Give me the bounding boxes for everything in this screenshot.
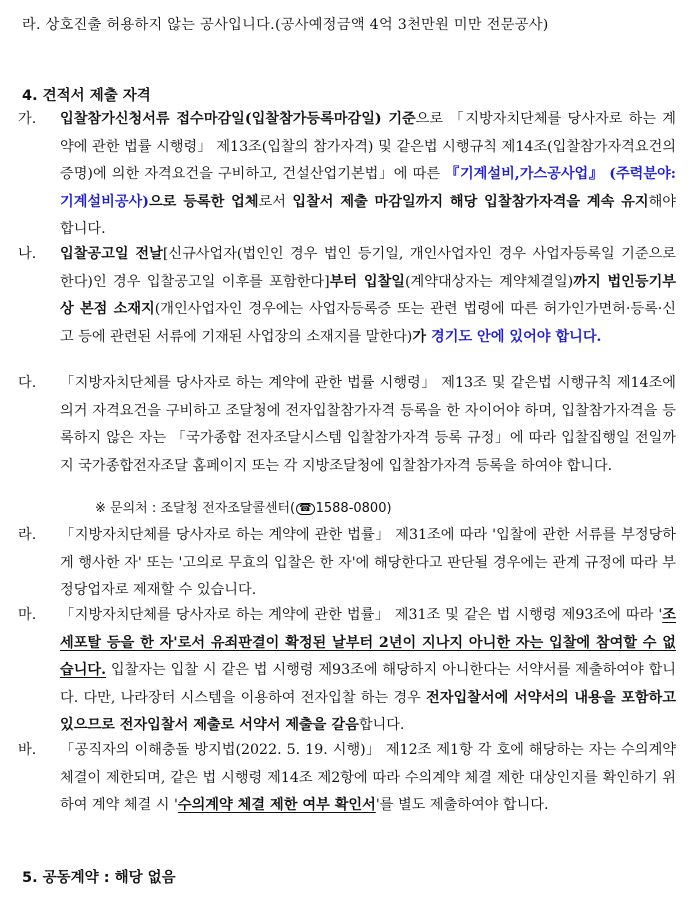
clause-text: 으로 「지방자치단체를 당사자로 하는 계약에 관한 법률 시행령」 제13조(입찰의 참가자격) 및 같은법 시행규칙 제14조(입찰참가자격요건의 증명)에 의한 자격요건을 구비하고, 건설산업기본법」에 따른: [60, 111, 676, 182]
bold-text: 입찰공고일 전날: [60, 246, 163, 262]
clause-text: 「지방자치단체를 당사자로 하는 계약에 관한 법률」 제31조 및 같은 법 시행령 제93조에 따라 ': [60, 607, 663, 623]
bold-text: 부터 입찰일: [329, 273, 405, 290]
bold-text: 까지 법인등기부상 본점 소재지: [60, 273, 676, 317]
underlined-bold-text: 조세포탈 등을 한 자'로서 유죄판결이 확정된 날부터 2년이 지나지 아니한 자는 입찰에 참여할 수 없습니다.: [60, 607, 676, 678]
bold-text: 입찰서 제출 마감일까지 해당 입찰참가자격을 계속 유지: [292, 193, 649, 210]
clause-text: (계약대상자는 계약체결일): [405, 273, 574, 290]
clause-marker: 다.: [18, 375, 37, 391]
clause-marker: 바.: [18, 742, 37, 758]
bold-text: 가: [412, 328, 431, 345]
phone-icon: ☎: [296, 503, 314, 515]
note-text: ※ 문의처 : 조달청 전자조달콜센터(: [95, 501, 296, 516]
clause-marker: 라.: [18, 527, 37, 543]
clause-text: 「공직자의 이해충돌 방지법(2022. 5. 19. 시행)」 제12조 제1항 각 호에 해당하는 자는 수의계약 체결이 제한되며, 같은 법 시행령 제14조 제2항에 따라 수의계약 체결 제한 대상인지를 확인하기 위하여 계약 체결 시 ': [60, 742, 676, 813]
clause-text: 입찰자는 입찰 시 같은 법 시행령 제93조에 해당하지 아니한다는 서약서를 제출하여야 합니다. 다만, 나라장터 시스템을 이용하여 전자입찰 하는 경우: [60, 662, 676, 706]
clause-text: 합니다.: [358, 717, 405, 733]
top-clause: [22, 12, 682, 39]
clause-marker: 가.: [18, 111, 37, 127]
highlight-text: 경기도 안에 있어야 합니다.: [430, 328, 602, 345]
phone-number: 1588-0800: [315, 501, 387, 516]
clause-na: [18, 241, 676, 351]
clause-text: '를 별도 제출하여야 합니다.: [375, 797, 549, 813]
highlight-text: 『기계설비,가스공사업』 (주력분야: 기계설비공사): [60, 166, 676, 210]
clause-ga: [18, 106, 676, 244]
section-4-heading: 4. 견적서 제출 자격: [22, 88, 151, 104]
note-text: ): [386, 501, 392, 516]
clause-ba: [18, 737, 676, 820]
clause-ma: [18, 602, 676, 740]
clause-da: [18, 370, 676, 480]
clause-text: [신규사업자(법인인 경우 법인 등기일, 개인사업자인 경우 사업자등록일 기준으로 한다)인 경우 입찰공고일 이후를 포함한다]: [60, 246, 676, 290]
clause-text: 로서: [258, 193, 293, 210]
clause-ra: [18, 522, 676, 605]
clause-text: 「지방자치단체를 당사자로 하는 계약에 관한 법률 시행령」 제13조 및 같은법 시행규칙 제14조에 의거 자격요건을 구비하고 조달청에 전자입찰참가자격 등록을 한 자이어야 하며, 입찰참가자격을 등록하지 않은 자는 「국가종합 전자조달시스템 입찰참가자격 등록 규정」에 따라 입찰집행일 전일까지 국가종합전자조달 홈페이지 또는 각 지방조달청에 입찰참가자격 등록을 하여야 합니다.: [60, 375, 676, 474]
clause-marker: 나.: [18, 246, 37, 262]
clause-marker: 마.: [18, 607, 37, 623]
contact-note: [95, 497, 392, 516]
bold-text: 전자입찰서에 서약서의 내용을 포함하고 있으므로 전자입찰서 제출로 서약서 제출을 갈음: [60, 689, 676, 733]
clause-marker: 라.: [22, 17, 41, 33]
clause-text: 상호진출 허용하지 않는 공사입니다.(공사예정금액 4억 3천만원 미만 전문공사): [45, 17, 549, 33]
clause-text: 「지방자치단체를 당사자로 하는 계약에 관한 법률」 제31조에 따라 '입찰에 관한 서류를 부정당하게 행사한 자' 또는 '고의로 무효의 입찰은 한 자'에 해당한다고 판단될 경우에는 관계 규정에 따라 부정당업자로 제재할 수 있습니다.: [60, 527, 676, 598]
section-5-heading: 5. 공동계약 : 해당 없음: [22, 870, 176, 886]
bold-text: 으로 등록한 업체: [148, 193, 259, 210]
underlined-bold-text: 수의계약 체결 제한 여부 확인서: [177, 797, 376, 813]
bold-text: 입찰참가신청서류 접수마감일(입찰참가등록마감일) 기준: [60, 111, 416, 127]
clause-text: 해야 합니다.: [60, 193, 676, 237]
clause-text: (개인사업자인 경우에는 사업자등록증 또는 관련 법령에 따른 허가인가면허·등록·신고 등에 관련된 서류에 기재된 사업장의 소재지를 말한다): [60, 301, 676, 345]
